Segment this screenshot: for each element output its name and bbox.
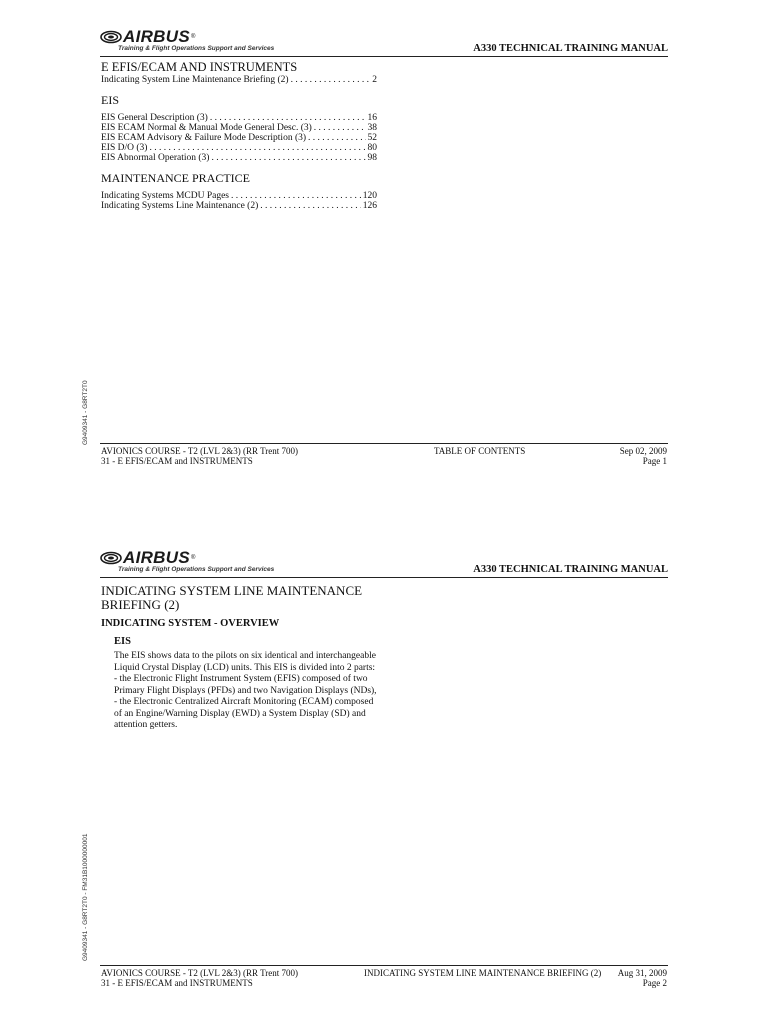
- toc-entry-title: EIS D/O (3): [101, 143, 148, 153]
- toc-chapter-title: E EFIS/ECAM AND INSTRUMENTS: [101, 60, 298, 74]
- toc-leader-dots: [147, 143, 365, 153]
- footer-section-title: INDICATING SYSTEM LINE MAINTENANCE BRIEFING (2): [364, 968, 602, 978]
- table-of-contents: [101, 60, 377, 211]
- footer-course: AVIONICS COURSE - T2 (LVL 2&3) (RR Trent 700): [101, 446, 299, 456]
- toc-entry-page: 120: [362, 191, 377, 201]
- toc-entry[interactable]: [101, 75, 377, 85]
- toc-leader-dots: [258, 201, 361, 211]
- document-side-code: G9409341 - G8RT2T0: [82, 380, 89, 445]
- toc-entry-title: EIS General Description (3): [101, 113, 208, 123]
- toc-entry-title: Indicating Systems MCDU Pages: [101, 191, 229, 201]
- section-subheading: INDICATING SYSTEM - OVERVIEW: [101, 618, 280, 629]
- toc-entry[interactable]: [101, 123, 377, 133]
- toc-entry-title: EIS Abnormal Operation (3): [101, 153, 210, 163]
- toc-entry-page: 80: [367, 143, 377, 153]
- toc-leader-dots: [229, 191, 361, 201]
- toc-leader-dots: [208, 113, 366, 123]
- toc-entry-page: 98: [367, 153, 377, 163]
- toc-leader-dots: [312, 123, 366, 133]
- toc-entry[interactable]: [101, 191, 377, 201]
- logo-tagline: Training & Flight Operations Support and Services: [118, 45, 275, 52]
- footer-date: Aug 31, 2009: [617, 968, 667, 978]
- footer-page-number: Page 1: [642, 456, 667, 466]
- toc-entry-title: EIS ECAM Advisory & Failure Mode Description (3): [101, 133, 307, 143]
- manual-title: A330 TECHNICAL TRAINING MANUAL: [473, 43, 668, 54]
- registered-mark: ®: [190, 34, 196, 40]
- footer-chapter: 31 - E EFIS/ECAM and INSTRUMENTS: [101, 978, 253, 988]
- airbus-swirl-icon: [100, 30, 122, 44]
- registered-mark: ®: [190, 555, 196, 561]
- manual-page-2: [0, 518, 768, 1018]
- logo-tagline: Training & Flight Operations Support and Services: [118, 566, 275, 573]
- toc-section-title: MAINTENANCE PRACTICE: [101, 171, 250, 185]
- document-side-code: G9409341 - G8RT2T0 - FM31B1000000001: [82, 833, 89, 961]
- page-content: [101, 584, 401, 732]
- header-divider: [100, 577, 668, 578]
- toc-entry[interactable]: [101, 143, 377, 153]
- page-title: INDICATING SYSTEM LINE MAINTENANCE BRIEFING (2): [101, 583, 363, 612]
- manual-title: A330 TECHNICAL TRAINING MANUAL: [473, 564, 668, 575]
- body-line: of an Engine/Warning Display (EWD) a System Display (SD) and: [114, 708, 366, 719]
- toc-leader-dots: [209, 153, 365, 163]
- footer-date: Sep 02, 2009: [619, 446, 667, 456]
- body-line: - the Electronic Flight Instrument System (EFIS) composed of two: [114, 674, 368, 684]
- toc-entry[interactable]: [101, 153, 377, 163]
- header-divider: [100, 56, 668, 57]
- manual-page-1: [0, 0, 768, 500]
- toc-entry[interactable]: [101, 113, 377, 123]
- body-line: attention getters.: [114, 720, 178, 730]
- body-line: Primary Flight Displays (PFDs) and two Navigation Displays (NDs),: [114, 685, 377, 696]
- footer-chapter: 31 - E EFIS/ECAM and INSTRUMENTS: [101, 456, 253, 466]
- toc-entry-title: EIS ECAM Normal & Manual Mode General Desc. (3): [101, 123, 312, 133]
- body-paragraph: [114, 651, 394, 732]
- toc-leader-dots: [306, 133, 365, 143]
- toc-entry[interactable]: [101, 133, 377, 143]
- logo-wordmark: AIRBUS: [123, 548, 190, 567]
- toc-entry-page: 38: [367, 123, 377, 133]
- toc-entry-page: 52: [367, 133, 377, 143]
- body-line: The EIS shows data to the pilots on six identical and interchangeable: [114, 651, 376, 661]
- section-label: EIS: [114, 636, 131, 647]
- airbus-swirl-icon: [100, 551, 122, 565]
- toc-entry-title: Indicating System Line Maintenance Briefing (2): [101, 75, 289, 85]
- toc-entry-page: 126: [362, 201, 377, 211]
- footer-section-title: TABLE OF CONTENTS: [434, 446, 526, 456]
- logo-wordmark: AIRBUS: [123, 27, 190, 46]
- footer-divider: [100, 443, 668, 444]
- footer-divider: [100, 965, 668, 966]
- toc-entry-page: 16: [367, 113, 377, 123]
- toc-entry-title: Indicating Systems Line Maintenance (2): [101, 201, 259, 211]
- toc-section-title: EIS: [101, 93, 119, 107]
- toc-leader-dots: [289, 75, 371, 85]
- toc-entry-page: 2: [372, 75, 377, 85]
- footer-course: AVIONICS COURSE - T2 (LVL 2&3) (RR Trent 700): [101, 968, 299, 978]
- airbus-logo: [100, 548, 275, 573]
- toc-entry[interactable]: [101, 201, 377, 211]
- footer-page-number: Page 2: [642, 978, 667, 988]
- body-line: Liquid Crystal Display (LCD) units. This EIS is divided into 2 parts:: [114, 662, 376, 673]
- body-line: - the Electronic Centralized Aircraft Monitoring (ECAM) composed: [114, 697, 374, 707]
- airbus-logo: [100, 27, 275, 52]
